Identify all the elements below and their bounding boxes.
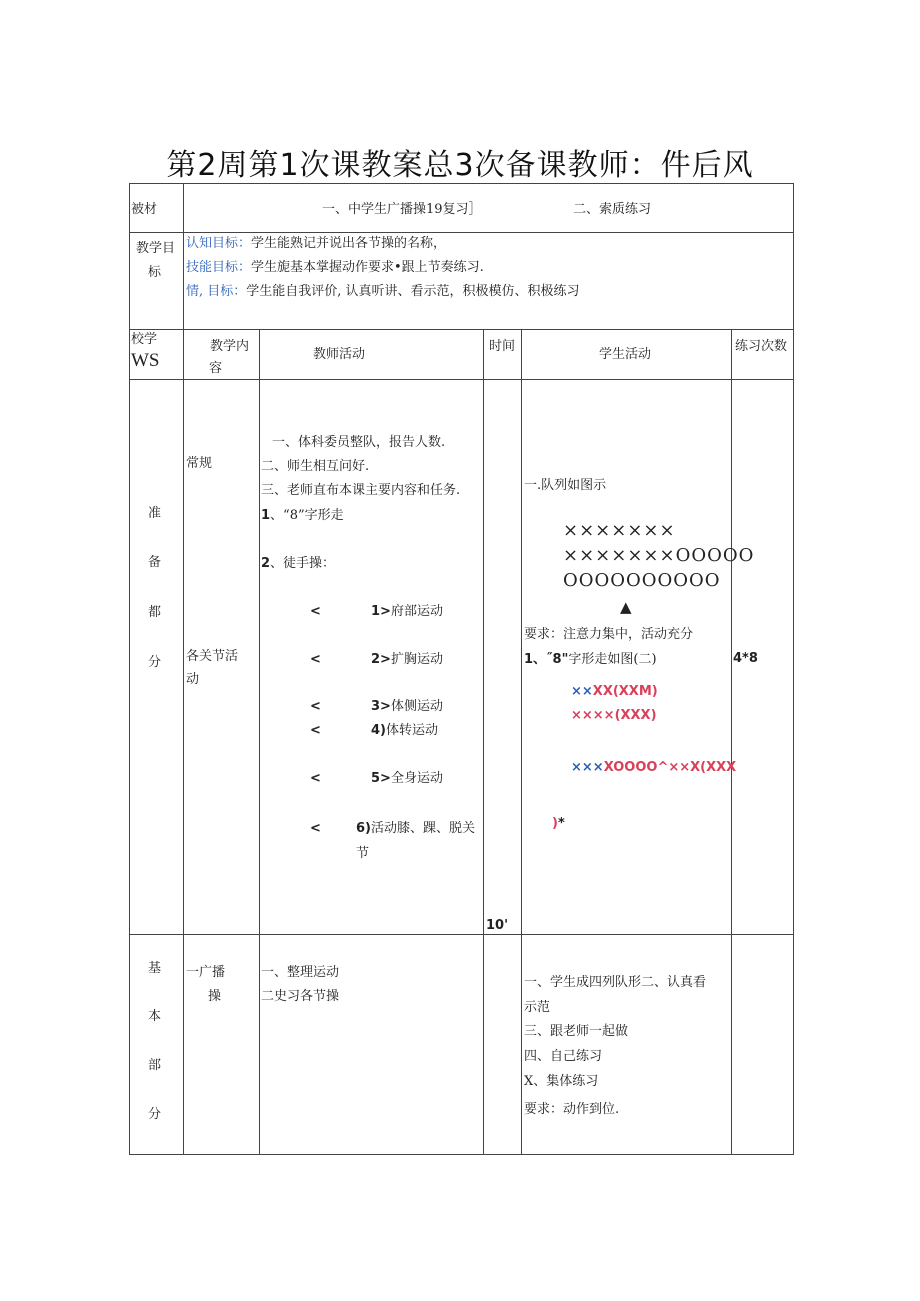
- goal-tag: 情, 目标：: [186, 284, 247, 299]
- material-item-2: 二、索质练习: [573, 202, 652, 217]
- basic-student-line: 要求：动作到位.: [524, 1102, 620, 1117]
- goal-emotion: [186, 283, 580, 301]
- item-text: 、“8”字形走: [270, 508, 344, 523]
- exercise-name: 活动膝、踝、脱关: [371, 821, 476, 836]
- goal-tag: 认知目标：: [186, 236, 252, 251]
- figure-part: ××: [571, 684, 593, 699]
- exercise-mark: <: [310, 771, 321, 786]
- prep-section-char: 都: [148, 605, 162, 620]
- exercise-mark: <: [310, 821, 321, 836]
- basic-teacher-line: 二史习各节操: [261, 989, 340, 1004]
- student-heading: 一.队列如图示: [524, 478, 607, 493]
- goal-text: 学生能熟记并说出各节操的名称，: [251, 236, 447, 251]
- basic-section-char: 本: [148, 1009, 162, 1024]
- prep-content-routine: 常规: [186, 456, 213, 471]
- figure-part: XOOOO^××X(XXX: [603, 760, 737, 775]
- basic-content-line1: 一广播: [186, 965, 226, 980]
- formation-row: ×××××××: [563, 520, 676, 541]
- material-item-1: 一、中学生广播操19复习］: [322, 202, 482, 217]
- figure-line: ××××(XXX): [571, 708, 657, 723]
- exercise-name: 体侧运动: [390, 699, 443, 714]
- header-col1-line1: 校学: [131, 332, 158, 347]
- basic-content-line2: 操: [208, 989, 222, 1004]
- exercise-name: 府部运动: [390, 604, 443, 619]
- item-text: 字形走如图(二): [568, 652, 657, 667]
- student-requirement: 要求：注意力集中，活动充分: [524, 627, 694, 642]
- goals-label-line2: 标: [148, 265, 162, 280]
- exercise-mark: <: [310, 699, 321, 714]
- student-item-figure8: [524, 651, 657, 669]
- prep-section-char: 分: [148, 655, 162, 670]
- exercise-item: [356, 820, 475, 838]
- exercise-item: [371, 770, 443, 788]
- teacher-line: 一、体科委员整队，报告人数.: [272, 435, 446, 450]
- exercise-num: 4): [371, 723, 386, 738]
- goal-tag: 技能目标：: [186, 260, 252, 275]
- item-text: 、徒手操：: [270, 556, 336, 571]
- teacher-line: 二、师生相互问好.: [261, 459, 370, 474]
- teacher-line: 三、老师直布本课主要内容和任务.: [261, 483, 461, 498]
- prep-content-joints-line2: 动: [186, 672, 200, 687]
- basic-student-line: 四、自己练习: [524, 1049, 603, 1064]
- page-title: 第2周第1次课教案总3次备课教师：件后风: [166, 148, 754, 183]
- exercise-item: [371, 603, 443, 621]
- teacher-item-figure8: [261, 507, 344, 525]
- header-count: 练习次数: [735, 339, 788, 354]
- item-number: 1: [261, 508, 271, 523]
- basic-section-char: 基: [148, 961, 162, 976]
- basic-section-char: 分: [148, 1107, 162, 1122]
- exercise-num: 1>: [371, 604, 391, 619]
- teacher-item-calisthenics: [261, 555, 335, 573]
- item-number: 1、˝8": [524, 652, 569, 667]
- prep-time: 10': [486, 918, 509, 933]
- basic-student-line: 示范: [524, 1000, 551, 1015]
- exercise-item: [371, 698, 443, 716]
- exercise-num: 2>: [371, 652, 391, 667]
- header-time: 时间: [489, 339, 516, 354]
- exercise-name-cont: 节: [356, 846, 370, 861]
- goal-skill: [186, 259, 484, 277]
- figure-part: *: [557, 816, 565, 831]
- figure-part: XX(XXM): [592, 684, 658, 699]
- goal-text: 学生旎基本掌握动作要求•跟上节奏练习.: [251, 260, 484, 275]
- basic-teacher-line: 一、整理运动: [261, 965, 340, 980]
- goal-text: 学生能自我评价, 认真听讲、看示范，积极模仿、积极练习: [246, 284, 580, 299]
- exercise-name: 体转运动: [386, 723, 439, 738]
- exercise-mark: <: [310, 723, 321, 738]
- basic-student-line: X、集体练习: [524, 1074, 599, 1089]
- figure-line: [552, 815, 565, 833]
- basic-section-char: 部: [148, 1058, 162, 1073]
- exercise-num: 5>: [371, 771, 391, 786]
- exercise-item: [371, 722, 438, 740]
- goal-cognitive: [186, 235, 446, 253]
- goals-label-line1: 教学目: [136, 241, 176, 256]
- material-label: 被材: [131, 202, 158, 217]
- figure-line: [571, 759, 736, 777]
- header-col2-line2: 容: [209, 361, 223, 376]
- item-number: 2: [261, 556, 271, 571]
- exercise-name: 扩胸运动: [390, 652, 443, 667]
- exercise-num: 3>: [371, 699, 391, 714]
- header-col1-line2: WS: [131, 350, 160, 371]
- prep-section-char: 备: [148, 555, 162, 570]
- exercise-mark: <: [310, 652, 321, 667]
- header-student: 学生活动: [599, 347, 652, 362]
- exercise-num: 6): [356, 821, 371, 836]
- prep-section-char: 准: [148, 506, 162, 521]
- header-col2-line1: 教学内: [210, 339, 250, 354]
- figure-part: ×××: [571, 760, 604, 775]
- figure-line: [571, 683, 658, 701]
- prep-content-joints-line1: 各关节活: [186, 649, 239, 664]
- exercise-mark: <: [310, 604, 321, 619]
- basic-student-line: 三、跟老师一起做: [524, 1024, 629, 1039]
- exercise-item: [371, 651, 443, 669]
- header-teacher: 教师活动: [313, 347, 366, 362]
- exercise-name: 全身运动: [390, 771, 443, 786]
- formation-row: ×××××××OOOOO: [563, 545, 755, 566]
- teacher-position-icon: ▲: [620, 598, 632, 616]
- formation-row: OOOOOOOOOO: [563, 570, 721, 591]
- figure-part: ): [552, 816, 558, 831]
- prep-count: 4*8: [733, 651, 758, 666]
- basic-student-line: 一、学生成四列队形二、认真看: [524, 975, 707, 990]
